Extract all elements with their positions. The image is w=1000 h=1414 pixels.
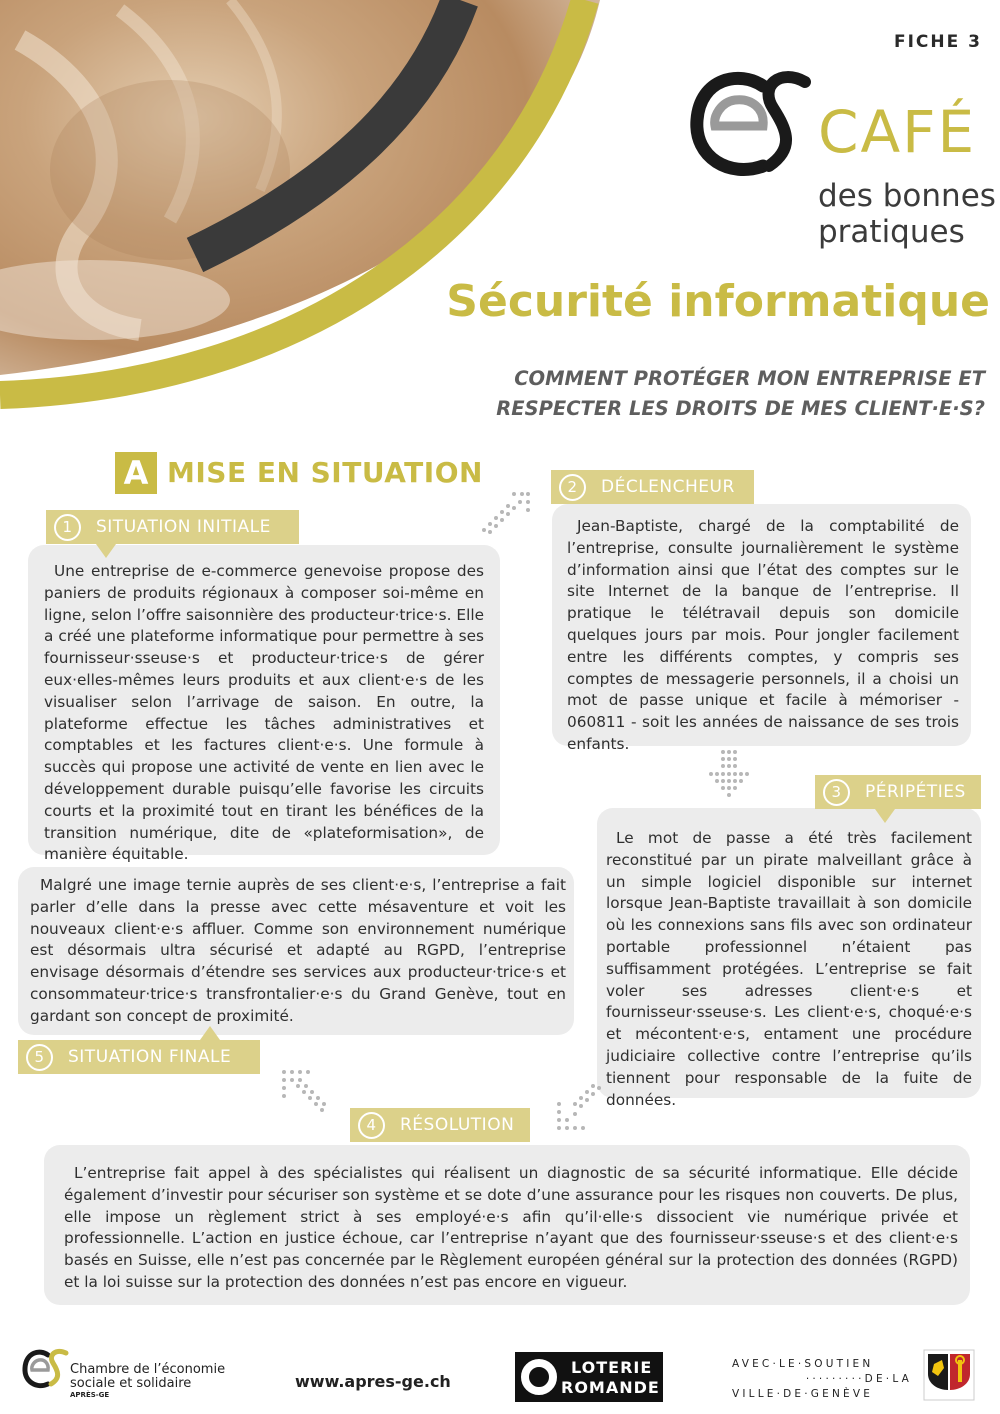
apres-ge-logo-icon [20, 1347, 70, 1391]
soutien-line3: VILLE·DE·GENÈVE [732, 1388, 874, 1400]
step-1-number: 1 [54, 514, 81, 541]
brand-cafe: CAFÉ [818, 98, 977, 166]
flow-arrow-1-to-2-icon [478, 486, 534, 538]
soutien-line2: ·········DE·LA [805, 1373, 912, 1385]
section-title: MISE EN SITUATION [167, 456, 483, 489]
step-1-card [28, 545, 500, 864]
step-5-text: Malgré une image ternie auprès de ses client·e·s, l’entreprise a fait parler d’elle dans la presse avec cette mésaventure et voit les nouveaux client·e·s affluer. Comme son environnement numérique est désormais ultra sécurisé et adapté au RGPD, l’entreprise envisage désormais d’étendre ses services aux producteur·trice·s et consommateur·trice·s transfrontalier·e·s du Grand Genève, tout en gardant son concept de proximité. [30, 876, 566, 1025]
step-2-label: DÉCLENCHEUR [601, 477, 735, 497]
loterie-line1: LOTERIE [571, 1358, 653, 1377]
geneva-coat-of-arms-icon [918, 1346, 980, 1404]
step-1-label: SITUATION INITIALE [96, 517, 271, 537]
chamber-line1: Chambre de l’économie [70, 1362, 226, 1377]
step-4-card [44, 1145, 970, 1305]
step-2-number: 2 [559, 474, 586, 501]
section-letter: A [115, 452, 157, 494]
step-3-label: PÉRIPÉTIES [865, 782, 966, 802]
coffee-hero-image [0, 0, 600, 420]
step-2-text: Jean-Baptiste, chargé de la comptabilité de l’entreprise, consulte journalièrement le système d’information ainsi que l’état des comptes sur le site Internet de la banque de l’entreprise. Il pratique le télétravail depuis son domicile quelques jours par mois. Pour jongler facilement entre les différents comptes, y compris ses comptes de messagerie personnels, il a choisi un mot de passe unique et facile à mémoriser - 060811 - soit les années de naissance de ses trois enfants. [567, 517, 959, 753]
chamber-name [70, 1363, 225, 1400]
soutien-line1: AVEC·LE·SOUTIEN [732, 1358, 874, 1370]
loterie-romande-logo [515, 1352, 663, 1402]
step-3-number: 3 [823, 779, 850, 806]
flow-arrow-2-to-3-icon [706, 748, 752, 804]
brand-tagline [818, 178, 996, 250]
fiche-label: FICHE 3 [893, 32, 982, 52]
subtitle-line2: RESPECTER LES DROITS DE MES CLIENT·E·S? [496, 397, 985, 420]
step-5-card [18, 867, 574, 1035]
step-5-label: SITUATION FINALE [68, 1047, 232, 1067]
step-5-tag [18, 1040, 260, 1074]
step-2-tag [551, 470, 754, 504]
page-title: Sécurité informatique [446, 276, 990, 327]
step-3-text: Le mot de passe a été très facilement reconstitué par un pirate malveillant grâce à un simple logiciel disponible sur internet lorsque Jean-Baptiste travaillait à son domicile où les connexions sans fils avec son ordinateur portable professionnel n’étaient pas suffisamment protégées. L’entreprise se fait voler ses adresses client·e·s et fournisseur·sseuse·s. Les client·e·s, choqué·e·s et mécontent·e·s, entament une procédure judiciaire collective contre l’entreprise qu’ils tiennent pour responsable de la fuite de données. [606, 829, 972, 1109]
brand-tagline-line1: des bonnes [818, 178, 996, 214]
website-link[interactable]: www.apres-ge.ch [295, 1372, 451, 1391]
cafe-logo-icon [685, 68, 820, 183]
step-1-text: Une entreprise de e-commerce genevoise propose des paniers de produits régionaux à composer soi-même en ligne, selon l’offre saisonnière des producteur·trice·s. Elle a créé une plateforme informatique pour permettre à ses fournisseur·sseuse·s et producteur·trice·s de gérer eux·elles-mêmes leurs produits et aux client·e·s de les visualiser selon l’arrivage de saison. En outre, la plateforme effectue les tâches administratives et comptables et les factures client·e·s. Une formule à succès qui propose une activité de vente en lien avec le développement durable puisqu’elle favorise les circuits courts et la proximité tout en tirant les bénéfices de la transition numérique, dite de «plateformisation», de manière équitable. [44, 562, 484, 864]
brand-tagline-line2: pratiques [818, 214, 965, 250]
step-2-card [552, 504, 971, 753]
chamber-line2: sociale et solidaire [70, 1376, 192, 1391]
step-4-text: L’entreprise fait appel à des spécialistes qui réalisent un diagnostic de sa sécurité informatique. Elle décide également d’investir pour sécuriser son système et se dote d’une assurance pour les risques non couverts. De plus, elle impose un règlement strict à ses employé·e·s afin qu’il·elle·s dissocient vie numérique privée et professionnelle. L’action en justice échoue, car l’entreprise n’ayant que des fournisseur·sseuse·s et des client·e·s basés en Suisse, elle n’est pas concernée par le Règlement européen général sur la protection des données (RGPD) et la loi suisse sur la protection des données n’est pas encore en vigueur. [64, 1164, 958, 1291]
loterie-circle-icon [519, 1357, 559, 1397]
step-1-tag [46, 510, 299, 544]
step-3-card [597, 808, 981, 1109]
loterie-line2: ROMANDE [561, 1378, 660, 1397]
subtitle-line1: COMMENT PROTÉGER MON ENTREPRISE ET [514, 367, 985, 390]
page-subtitle [440, 364, 985, 424]
support-text [732, 1357, 912, 1402]
step-4-tag [350, 1108, 530, 1142]
step-4-number: 4 [358, 1112, 385, 1139]
flow-arrow-4-to-5-icon [278, 1066, 330, 1116]
chamber-line3: APRÈS-GE [70, 1391, 110, 1399]
step-3-tag [815, 775, 981, 809]
step-5-number: 5 [26, 1044, 53, 1071]
flow-arrow-3-to-4-icon [553, 1082, 605, 1134]
step-4-label: RÉSOLUTION [400, 1115, 515, 1135]
